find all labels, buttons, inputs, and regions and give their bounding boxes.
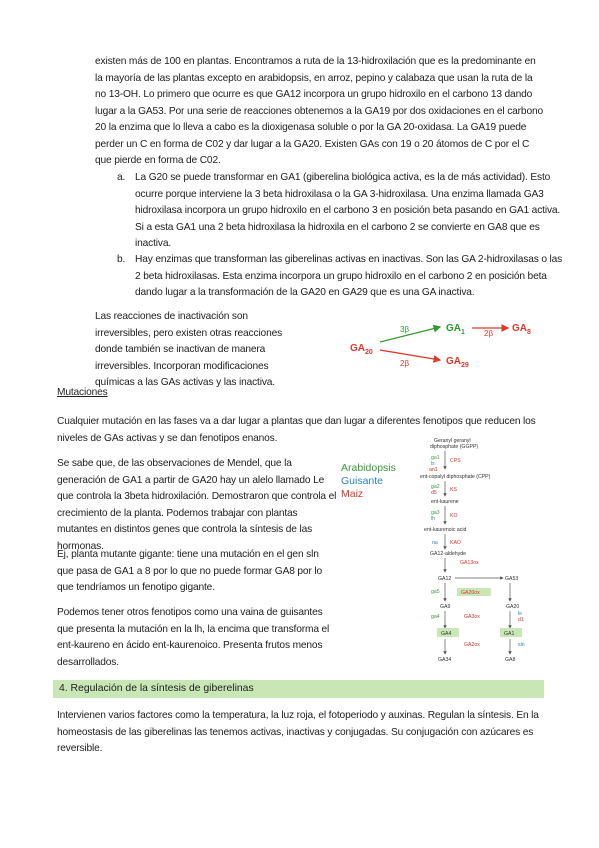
list-marker: b. [117, 254, 126, 265]
legend-arabidopsis: Arabidopsis [341, 462, 396, 474]
enzyme-ga3ox: GA3ox [464, 614, 480, 620]
arrow-2b-bottom [380, 350, 440, 360]
ga53-label: GA53 [505, 576, 519, 582]
mutaciones-heading: Mutaciones [57, 387, 108, 398]
ga-biosynthesis-pathway [400, 436, 550, 680]
list-text: La G20 se puede transformar en GA1 (giberelina biológica activa, es la de más actividad). Esto ocurre porque interviene la 3 beta hidroxilasa o la GA 3-hidroxilasa. Una enzima llamada GA3 hidroxilasa incorpora un grupo hidroxilo en el carbono 3 en posición beta pasando en GA1 activa. Si a esta GA1 una 2 beta hidroxilasa la hidroxila en el carbono 2 se convierte en GA8 que es inactiva. [135, 172, 561, 249]
species-legend [341, 462, 396, 501]
kaurene-label: ent-kaurene [431, 499, 459, 505]
label-2b-top: 2β [484, 329, 494, 338]
enzyme-ga13ox: GA13ox [460, 560, 479, 566]
ga8-pathway-label: GA8 [505, 657, 516, 663]
kaurenoic-label: ent-kaurenoic acid [424, 527, 467, 533]
ga20-label: $GA_{20}$ [350, 343, 373, 356]
mutaciones-paragraph-1: Cualquier mutación en las fases va a dar lugar a plantas que dan lugar a diferentes fenotipos que reducen los niveles de GAs activas y se dan fenotipos enanos. [57, 416, 536, 444]
ga8-label: $GA_8$ [512, 323, 531, 336]
ga9-label: GA9 [440, 604, 451, 610]
gene-sln: sln [518, 642, 525, 648]
list-item [117, 170, 567, 249]
gene-an1: an1 [429, 467, 438, 473]
gene-ga1: ga1 [431, 455, 440, 461]
arrow-3b [380, 327, 440, 342]
gene-lh: lh [431, 516, 436, 522]
list-item [117, 252, 567, 302]
gene-ga3: ga3 [431, 510, 440, 516]
ga34-label: GA34 [438, 657, 452, 663]
ga12-aldehyde-label: GA12-aldehyde [430, 551, 467, 557]
ggpp-line2: diphosphate (GGPP) [430, 444, 479, 450]
list-marker: a. [117, 172, 126, 183]
enzyme-ga2ox: GA2ox [464, 642, 480, 648]
intro-paragraph: existen más de 100 en plantas. Encontramos a ruta de la 13-hidroxilación que es la predominante en la mayoría de las plantas excepto en arabidopsis, en arroz, pepino y calabaza que usan la ruta de la no 13-OH. Lo primero que ocurre es que GA12 incorpora un grupo hidroxilo en el carbono 13 dando lugar a la GA53. Por una serie de reacciones obtenemos a la GA19 por dos oxidaciones en el carbono 20 la enzima que lo lleva a cabo es la dioxigenasa soluble o por la GA 20-oxidasa. La GA19 puede perder un C en forma de C02 y dar lugar a la GA20. Existen GAs con 19 o 20 átomos de C por el C que pierde en forma de C02. [95, 56, 543, 166]
cpp-label: ent-copalyl diphosphate (CPP) [420, 474, 491, 480]
enzyme-ga20ox: GA20ox [461, 590, 480, 596]
gene-ga2: ga2 [431, 484, 440, 490]
gene-ga4: ga4 [431, 614, 440, 620]
gene-ga5: ga5 [431, 589, 440, 595]
inactivation-paragraph: Las reacciones de inactivación son irreversibles, pero existen otras reacciones donde también se inactivan de manera irreversibles. Incorporan modificaciones químicas a las GAs activas y las inactiva. [95, 311, 283, 388]
ga12-label: GA12 [438, 576, 452, 582]
list-text: Hay enzimas que transforman las giberelinas activas en inactivas. Son las GA 2-hidroxilasas o las 2 beta hidroxilasas. Esta enzima incorpora un grupo hidroxilo en el carbono 2 en posición beta dando lugar a la transformación de la GA20 en GA29 que es una GA inactiva. [135, 254, 563, 298]
gene-na: na [432, 540, 438, 546]
ga29-label: $GA_{29}$ [446, 356, 469, 369]
gene-d5: d5 [431, 490, 437, 496]
ga1-label: $GA_1$ [446, 323, 465, 336]
mutaciones-paragraph-2: Se sabe que, de las observaciones de Mendel, que la generación de GA1 a partir de GA20 hay un alelo llamado Le que controla la 3beta hidroxilación. Demostraron que controla el crecimiento de la planta. Podemos trabajar con plantas mutantes en distintos genes que controla la síntesis de las hormonas. [57, 458, 337, 552]
legend-guisante: Guisante [341, 475, 384, 487]
mutaciones-paragraph-4: Podemos tener otros fenotipos como una vaina de guisantes que presenta la mutación en la lh, la encima que transforma el ent-kaureno en ácido ent-kaurenoico. Presenta frutos menos desarrollados. [57, 607, 330, 668]
section-heading [53, 680, 544, 698]
gene-d1: d1 [518, 617, 524, 623]
final-paragraph: Intervienen varios factores como la temperatura, la luz roja, el fotoperiodo y auxinas. Regulan la síntesis. En la homeostasis de las giberelinas las tenemos activas, inactivas y conjugadas. Su conjugación con azúcares es reversible. [57, 710, 539, 754]
ggpp-line1: Geranyl geranyl [434, 438, 471, 444]
label-2b-bottom: 2β [400, 359, 410, 368]
ga1-pathway-label: GA1 [504, 631, 515, 637]
enzyme-ko: KO [450, 513, 458, 519]
section-heading-text: 4. Regulación de la síntesis de giberelinas [59, 683, 254, 694]
enzyme-ks: KS [450, 487, 457, 493]
enzyme-kao: KAO [450, 540, 461, 546]
enzyme-cps: CPS [450, 458, 461, 464]
gene-ls: ls [431, 461, 435, 467]
ga4-label: GA4 [441, 631, 452, 637]
gene-le: le [518, 611, 523, 617]
label-3b: 3β [400, 325, 410, 334]
ga20-pathway-label: GA20 [506, 604, 520, 610]
legend-maiz: Maiz [341, 488, 364, 500]
reaction-diagram [340, 312, 550, 374]
mutaciones-paragraph-3: Ej, planta mutante gigante: tiene una mutación en el gen sln que pasa de GA1 a 8 por lo que no puede formar GA8 por lo que tendríamos un fenotipo gigante. [57, 549, 322, 593]
